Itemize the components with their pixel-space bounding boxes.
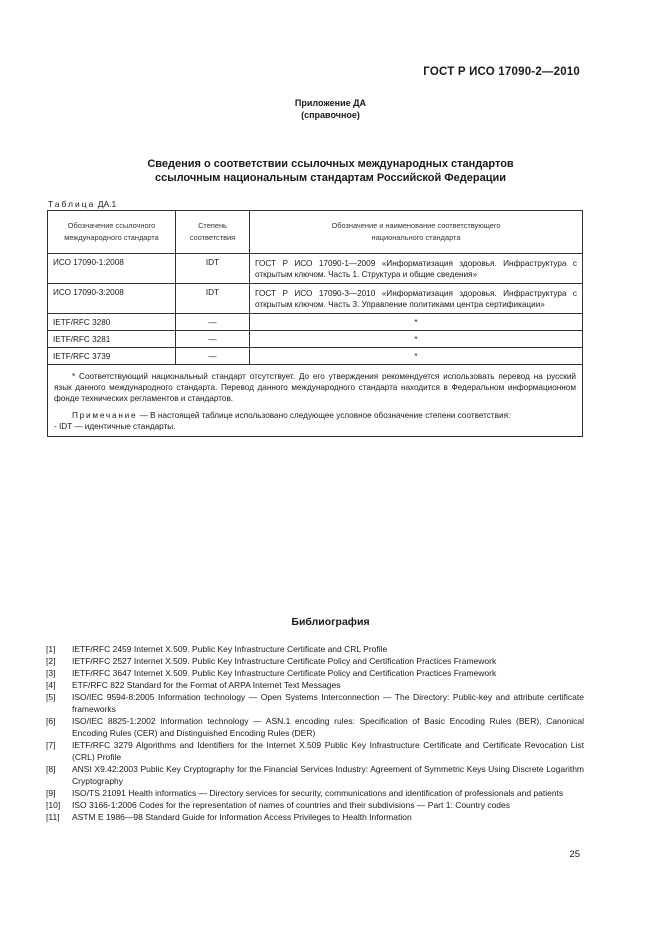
cell-national: * — [250, 348, 583, 365]
appendix-title: Приложение ДА — [294, 98, 367, 108]
bib-text: ISO/TS 21091 Health informatics — Directory services for security, communications and identification of professionals and patients — [72, 788, 564, 798]
bib-number: [8] — [46, 764, 56, 774]
bibliography-title: Библиография — [291, 616, 370, 628]
bibliography-item — [46, 739, 584, 763]
table-notes — [48, 365, 583, 437]
table-row — [48, 348, 583, 365]
standard-code: ГОСТ Р ИСО 17090-2—2010 — [423, 66, 580, 78]
note-item: - IDT — идентичные стандарты. — [54, 422, 176, 431]
page-number: 25 — [569, 849, 580, 860]
header-text: Обозначение ссылочного — [67, 221, 156, 230]
table-caption — [48, 199, 116, 209]
bib-text: IETF/RFC 3647 Internet X.509. Public Key Infrastructure Certificate Policy and Certification Practices Framework — [72, 668, 497, 678]
cell-degree: IDT — [176, 284, 250, 314]
section-title — [0, 157, 661, 185]
cell-reference: ИСО 17090-1:2008 — [48, 254, 176, 284]
bib-text: ISO/IEC 9594-8:2005 Information technology — Open Systems Interconnection — The Directory: Public-key and attribute certificate frameworks — [72, 692, 584, 714]
bib-number: [4] — [46, 680, 56, 690]
header-text: международного стандарта — [64, 233, 159, 242]
cell-degree: IDT — [176, 254, 250, 284]
cell-national: ГОСТ Р ИСО 17090-1—2009 «Информатизация здоровья. Инфраструктура с открытым ключом. Часть 1. Структура и общие сведения» — [250, 254, 583, 284]
table-row — [48, 314, 583, 331]
header-text: национального стандарта — [371, 233, 461, 242]
bibliography-item — [46, 679, 584, 691]
table-note — [54, 410, 576, 421]
bibliography-item — [46, 691, 584, 715]
appendix-type: (справочное) — [301, 110, 360, 120]
bib-number: [5] — [46, 692, 56, 702]
bibliography-item — [46, 763, 584, 787]
table-caption-word: Таблица — [48, 199, 96, 209]
table-row — [48, 254, 583, 284]
bib-number: [10] — [46, 800, 61, 810]
bib-number: [2] — [46, 656, 56, 666]
correspondence-table — [47, 210, 583, 437]
header-cell-reference — [48, 211, 176, 254]
note-text: — В настоящей таблице использовано следующее условное обозначение степени соответствия: — [139, 411, 511, 420]
table-header-row — [48, 211, 583, 254]
bibliography-item — [46, 655, 584, 667]
bibliography-item — [46, 787, 584, 799]
section-title-line: ссылочным национальным стандартам Российской Федерации — [154, 172, 507, 184]
cell-national: ГОСТ Р ИСО 17090-3—2010 «Информатизация здоровья. Инфраструктура с открытым ключом. Часть 3. Управление политиками центра сертификации» — [250, 284, 583, 314]
bibliography-item — [46, 643, 584, 655]
bib-text: ISO/IEC 8825-1:2002 Information technology — ASN.1 encoding rules: Specification of Basic Encoding Rules (BER), Canonical Encoding Rules (CER) and Distinguished Encoding Rules (DER) — [72, 716, 584, 738]
cell-degree: — — [176, 348, 250, 365]
bib-text: IETF/RFC 2459 Internet X.509. Public Key Infrastructure Certificate and CRL Profile — [72, 644, 388, 654]
bibliography-list — [46, 643, 584, 823]
bibliography-item — [46, 799, 584, 811]
header-cell-national — [250, 211, 583, 254]
bibliography-item — [46, 667, 584, 679]
bib-number: [6] — [46, 716, 56, 726]
bib-text: IETF/RFC 3279 Algorithms and Identifiers for the Internet X.509 Public Key Infrastructure Certificate and Certificate Revocation List (CRL) Profile — [72, 740, 584, 762]
bib-number: [1] — [46, 644, 56, 654]
table-footnote: * Соответствующий национальный стандарт отсутствует. До его утверждения рекомендуется использовать перевод на русский язык данного международного стандарта. Перевод данного международного стандарта находится в Федеральном информационном фонде технических регламентов и стандартов. — [54, 372, 576, 403]
bibliography-item — [46, 715, 584, 739]
bib-number: [9] — [46, 788, 56, 798]
cell-reference: IETF/RFC 3739 — [48, 348, 176, 365]
table-caption-number: ДА.1 — [97, 199, 117, 209]
cell-degree: — — [176, 314, 250, 331]
bib-text: ANSI X9.42:2003 Public Key Cryptography for the Financial Services Industry: Agreement of Symmetric Keys Using Discrete Logarithm Cryptography — [72, 764, 584, 786]
header-text: соответствия — [189, 233, 236, 242]
header-cell-degree — [176, 211, 250, 254]
table-row — [48, 284, 583, 314]
bibliography-item — [46, 811, 584, 823]
cell-degree: — — [176, 331, 250, 348]
bib-number: [11] — [46, 812, 60, 822]
bib-number: [7] — [46, 740, 56, 750]
note-label: Примечание — [72, 411, 138, 420]
cell-national: * — [250, 331, 583, 348]
cell-reference: IETF/RFC 3280 — [48, 314, 176, 331]
header-text: Обозначение и наименование соответствующего — [331, 221, 501, 230]
bib-number: [3] — [46, 668, 56, 678]
section-title-line: Сведения о соответствии ссылочных международных стандартов — [147, 158, 514, 170]
cell-reference: IETF/RFC 3281 — [48, 331, 176, 348]
table-notes-row — [48, 365, 583, 437]
table-row — [48, 331, 583, 348]
appendix-heading — [0, 97, 661, 121]
bib-text: ETF/RFC 822 Standard for the Format of ARPA Internet Text Messages — [72, 680, 341, 690]
bib-text: IETF/RFC 2527 Internet X.509. Public Key Infrastructure Certificate Policy and Certification Practices Framework — [72, 656, 497, 666]
bib-text: ISO 3166-1:2006 Codes for the representation of names of countries and their subdivisions — Part 1: Country codes — [72, 800, 510, 810]
bib-text: ASTM E 1986—98 Standard Guide for Information Access Privileges to Health Information — [72, 812, 412, 822]
header-text: Степень — [198, 221, 227, 230]
cell-national: * — [250, 314, 583, 331]
cell-reference: ИСО 17090-3:2008 — [48, 284, 176, 314]
